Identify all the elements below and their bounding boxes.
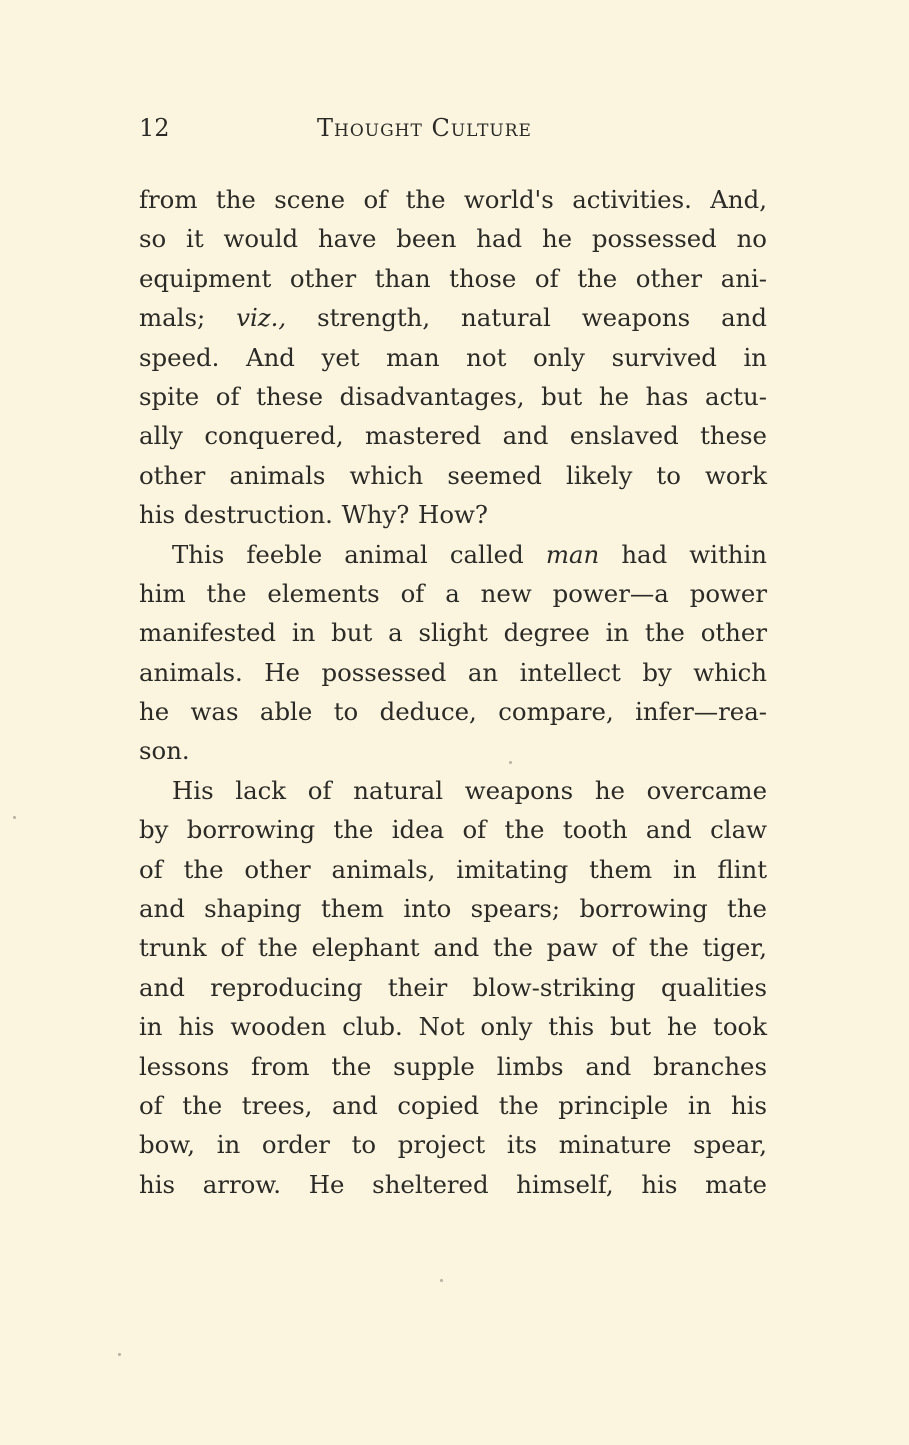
text-line: his destruction. Why? How? [139, 500, 488, 530]
text-line: by borrowing the idea of the tooth and claw [139, 815, 767, 845]
paper-speck [118, 1353, 121, 1356]
italic-text: man [545, 539, 600, 569]
text-line: his arrow. He sheltered himself, his mate [139, 1169, 767, 1199]
text-line: son. [139, 736, 190, 766]
text-fragment: had within [621, 539, 767, 569]
text-line: so it would have been had he possessed no [139, 224, 767, 254]
page-number: 12 [139, 114, 170, 142]
text-line: he was able to deduce, compare, infer—rea- [139, 697, 767, 727]
running-title: Thought Culture [317, 114, 532, 142]
text-line: ally conquered, mastered and enslaved these [139, 421, 767, 451]
text-line: and reproducing their blow-striking qualities [139, 972, 767, 1002]
text-line: from the scene of the world's activities. And, [139, 185, 767, 214]
text-line: lessons from the supple limbs and branches [139, 1051, 767, 1081]
paragraph-start-line [139, 535, 767, 574]
italic-text: viz., [236, 303, 287, 333]
text-line: of the other animals, imitating them in flint [139, 854, 767, 884]
paper-speck [440, 1279, 443, 1282]
text-line: other animals which seemed likely to work [139, 460, 767, 490]
text-fragment: mals; [139, 303, 206, 333]
paper-speck [509, 761, 512, 764]
text-fragment: strength, natural weapons and [317, 303, 767, 333]
text-line: manifested in but a slight degree in the other [139, 618, 767, 648]
text-fragment: This feeble animal called [172, 539, 524, 569]
text-line: in his wooden club. Not only this but he took [139, 1012, 767, 1042]
text-line: equipment other than those of the other ani- [139, 263, 767, 293]
paper-speck [13, 816, 16, 819]
paragraph-start-line: His lack of natural weapons he overcame [172, 775, 767, 805]
text-line: animals. He possessed an intellect by which [139, 657, 767, 687]
text-line: bow, in order to project its minature spear, [139, 1130, 767, 1160]
text-line: spite of these disadvantages, but he has actu- [139, 381, 767, 411]
running-head [139, 112, 779, 152]
text-line: him the elements of a new power—a power [139, 578, 767, 608]
text-line: of the trees, and copied the principle in his [139, 1090, 767, 1120]
text-line: trunk of the elephant and the paw of the tiger, [139, 933, 767, 963]
text-line [139, 298, 767, 337]
text-line: and shaping them into spears; borrowing the [139, 894, 767, 924]
text-line: speed. And yet man not only survived in [139, 342, 767, 372]
body-text [139, 180, 767, 1204]
